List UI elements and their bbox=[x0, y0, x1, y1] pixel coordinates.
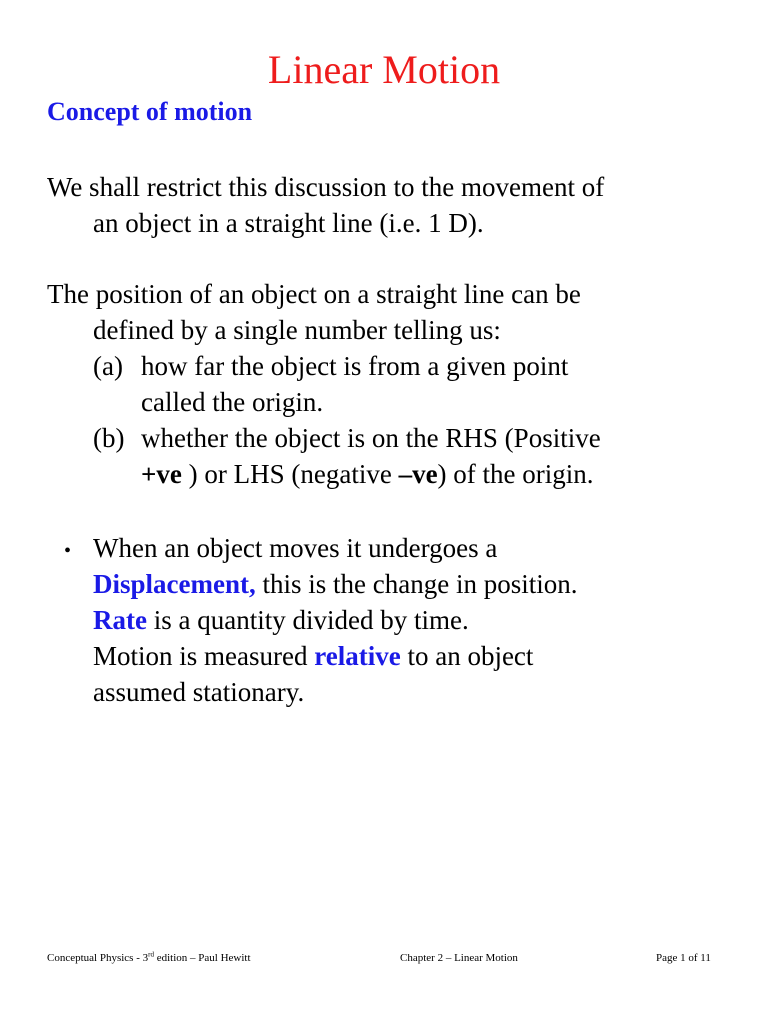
paragraph-line: We shall restrict this discussion to the movement of bbox=[47, 172, 605, 202]
positive-term: +ve bbox=[141, 459, 182, 489]
negative-term: –ve bbox=[398, 459, 438, 489]
text-fragment: ) of the origin. bbox=[437, 459, 594, 489]
text-fragment: ) or LHS (negative bbox=[181, 459, 399, 489]
bullet-line: When an object moves it undergoes a bbox=[93, 533, 498, 563]
paragraph-line: an object in a straight line (i.e. 1 D). bbox=[93, 208, 484, 238]
list-item-text: whether the object is on the RHS (Positive bbox=[141, 423, 601, 453]
footer-page-number: Page 1 of 11 bbox=[656, 952, 711, 964]
section-heading: Concept of motion bbox=[47, 97, 253, 126]
bullet-icon: • bbox=[64, 540, 72, 562]
relative-term: relative bbox=[314, 641, 401, 671]
displacement-term: Displacement, bbox=[93, 569, 256, 599]
paragraph-line: defined by a single number telling us: bbox=[93, 315, 501, 345]
text-fragment: is a quantity divided by time. bbox=[146, 605, 469, 635]
list-item-text: called the origin. bbox=[141, 387, 324, 417]
footer-book-reference bbox=[47, 950, 251, 966]
bullet-line bbox=[93, 602, 469, 638]
footer-superscript: rd bbox=[148, 950, 154, 959]
footer-text: edition – Paul Hewitt bbox=[153, 952, 251, 964]
bullet-line: assumed stationary. bbox=[93, 677, 305, 707]
page-title: Linear Motion bbox=[267, 47, 501, 92]
rate-term: Rate bbox=[93, 605, 147, 635]
list-item-text: how far the object is from a given point bbox=[141, 351, 569, 381]
list-item-label: (b) bbox=[93, 423, 125, 453]
footer-text: Conceptual Physics - 3 bbox=[47, 952, 149, 964]
footer-chapter: Chapter 2 – Linear Motion bbox=[400, 952, 518, 964]
text-fragment: to an object bbox=[400, 641, 534, 671]
text-fragment: Motion is measured bbox=[93, 641, 315, 671]
bullet-line bbox=[93, 638, 533, 674]
list-item-text bbox=[141, 456, 594, 492]
text-fragment: this is the change in position. bbox=[255, 569, 578, 599]
paragraph-line: The position of an object on a straight line can be bbox=[47, 279, 581, 309]
bullet-line bbox=[93, 566, 577, 602]
list-item-label: (a) bbox=[93, 351, 123, 381]
